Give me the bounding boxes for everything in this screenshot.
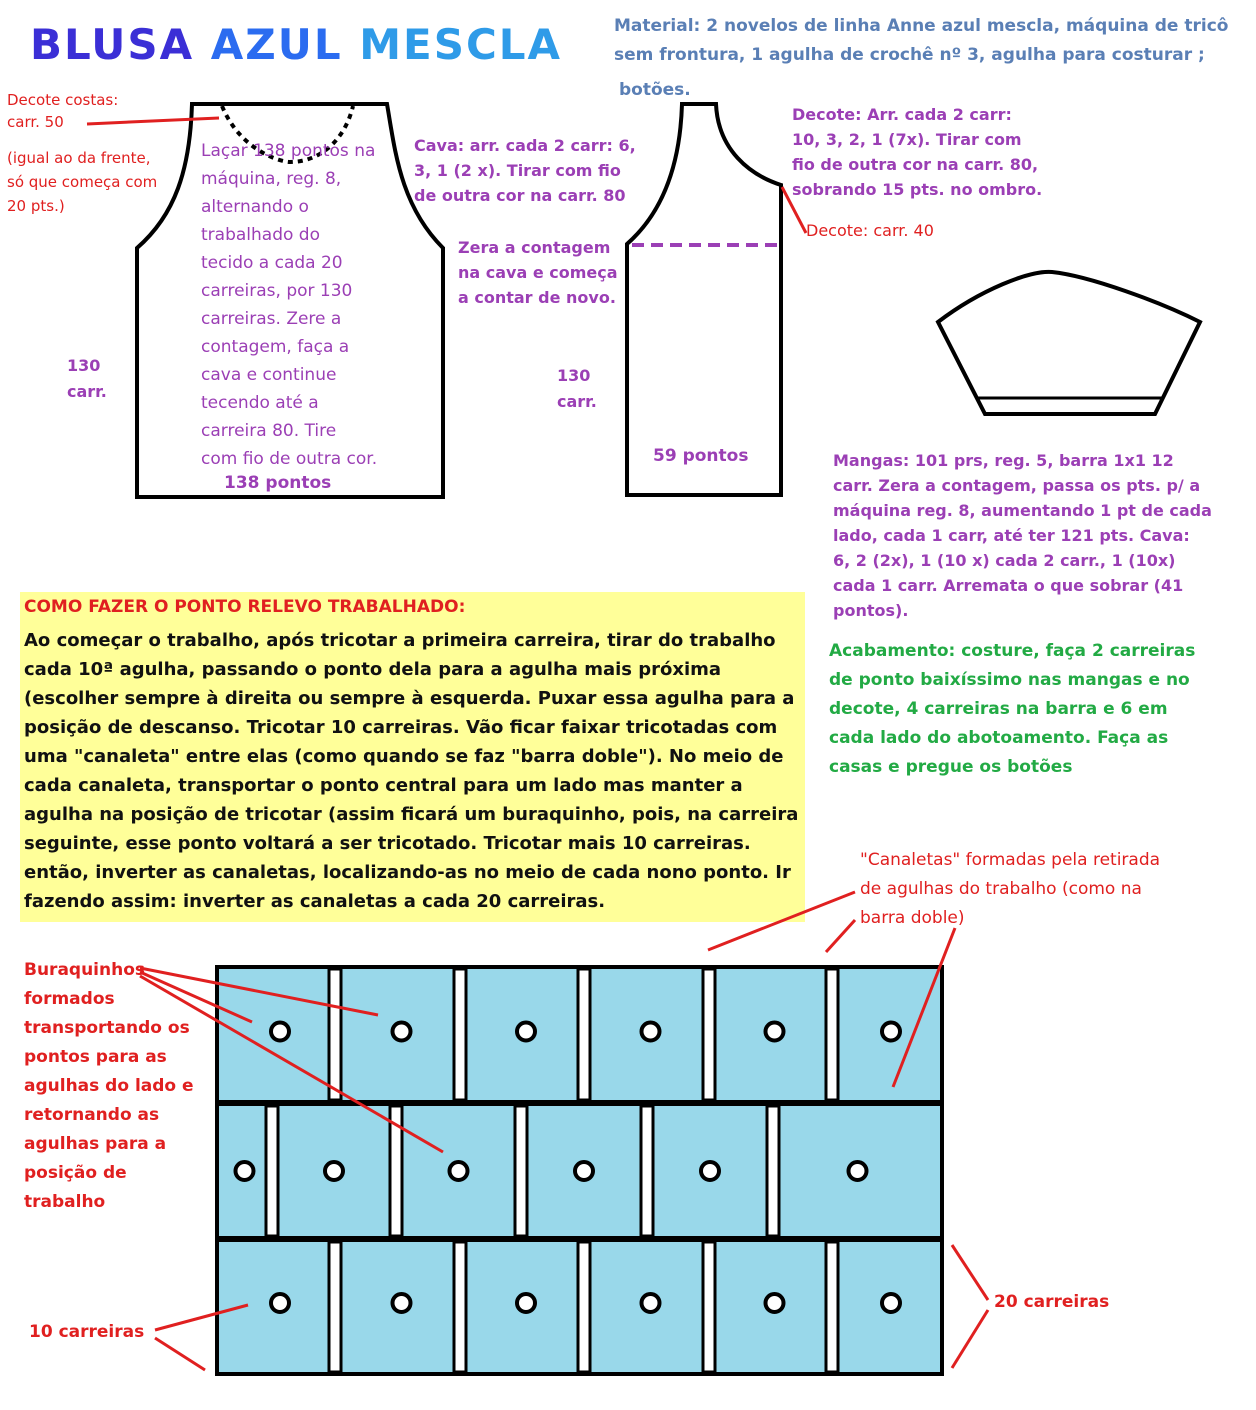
canaleta-channel: [641, 1106, 653, 1236]
eyelet-hole: [642, 1023, 660, 1041]
back-stitches-label: 138 pontos: [224, 473, 332, 493]
eyelet-hole: [766, 1023, 784, 1041]
eyelet-hole: [236, 1162, 254, 1180]
back-rows-label: 130 carr.: [67, 356, 107, 401]
front-neck-row-label: Decote: carr. 40: [806, 221, 934, 240]
rows10-label: 10 carreiras: [29, 1322, 145, 1342]
canaleta-channel: [454, 969, 466, 1100]
canaleta-channel: [329, 969, 341, 1100]
material-text: Material: 2 novelos de linha Anne azul mescla, máquina de tricô sem frontura, 1 agulha de crochê nº 3, agulha para costurar ;: [614, 16, 1229, 65]
canaleta-channel: [329, 1242, 341, 1372]
canaleta-channel: [826, 969, 838, 1100]
canaleta-pointer-1: [708, 892, 855, 950]
eyelet-hole: [701, 1162, 719, 1180]
eyelet-hole: [450, 1162, 468, 1180]
canaleta-channel: [578, 1242, 590, 1372]
eyelet-hole: [882, 1294, 900, 1312]
rows10-pointer-2: [155, 1338, 205, 1370]
eyelet-hole: [882, 1023, 900, 1041]
canaleta-channel: [826, 1242, 838, 1372]
eyelet-hole: [849, 1162, 867, 1180]
back-neck-note: (igual ao da frente, só que começa com 20 pts.): [7, 149, 158, 215]
front-rows-label: 130 carr.: [557, 366, 597, 411]
howto-title: COMO FAZER O PONTO RELEVO TRABALHADO:: [24, 597, 466, 617]
canaleta-channel: [703, 969, 715, 1100]
rows20-pointer-1: [952, 1245, 988, 1300]
howto-body: Ao começar o trabalho, após tricotar a primeira carreira, tirar do trabalho cada 10ª agulha, passando o ponto dela para a agulha mais próxima (escolher sempre à direita ou sempre à esquerda. Puxar essa agulha para a posição de descanso. Tricotar 10 carreiras. Vão ficar faixar tricotadas com uma "canaleta" entre elas (como quando se faz "barra doble"). No meio de cada canaleta, transportar o ponto central para um lado mas manter a agulha na posição de tricotar (assim ficará um buraquinho, pois, na carreira seguinte, esse ponto voltará a ser tricotado. Tricotar mais 10 carreiras. então, inverter as canaletas, localizando-as no meio de cada nono ponto. Ir fazendo assim: inverter as canaletas a cada 20 carreiras.: [24, 630, 799, 912]
eyelet-hole: [766, 1294, 784, 1312]
back-instructions: Laçar 138 pontos na máquina, reg. 8, alternando o trabalhado do tecido a cada 20 carreiras, por 130 carreiras. Zere a contagem, faça a cava e continue tecendo até a carreira 80. Tire com fio de outra cor.: [201, 141, 378, 469]
eyelet-hole: [393, 1023, 411, 1041]
eyelet-hole: [517, 1023, 535, 1041]
back-neck-label: Decote costas: carr. 50: [7, 91, 119, 131]
canaleta-channel: [515, 1106, 527, 1236]
rows20-pointer-2: [952, 1310, 988, 1368]
eyelet-hole: [271, 1023, 289, 1041]
title-word-2: AZUL: [210, 20, 360, 69]
eyelet-hole: [642, 1294, 660, 1312]
eyelet-hole: [271, 1294, 289, 1312]
front-stitches-label: 59 pontos: [653, 446, 749, 466]
eyelet-hole: [393, 1294, 411, 1312]
eyelet-hole: [325, 1162, 343, 1180]
sleeve-instructions: Mangas: 101 prs, reg. 5, barra 1x1 12 carr. Zera a contagem, passa os pts. p/ a máquina reg. 8, aumentando 1 pt de cada lado, cada 1 carr, até ter 121 pts. Cava: 6, 2 (2x), 1 (10 x) cada 2 carr., 1 (10x) cada 1 carr. Arremata o que sobrar (41 pontos).: [833, 451, 1212, 620]
canaleta-channel: [767, 1106, 779, 1236]
front-neckline-instructions: Decote: Arr. cada 2 carr: 10, 3, 2, 1 (7x). Tirar com fio de outra cor na carr. 80, sobrando 15 pts. no ombro.: [792, 105, 1043, 199]
title-word-3: MESCLA: [359, 20, 563, 69]
eyelet-hole: [575, 1162, 593, 1180]
reset-count-note: Zera a contagem na cava e começa a contar de novo.: [458, 238, 618, 307]
canaleta-channel: [703, 1242, 715, 1372]
armhole-instructions: Cava: arr. cada 2 carr: 6, 3, 1 (2 x). Tirar com fio de outra cor na carr. 80: [414, 136, 636, 205]
canaleta-channel: [578, 969, 590, 1100]
canaletas-label: "Canaletas" formadas pela retirada de agulhas do trabalho (como na barra doble): [860, 850, 1161, 928]
finishing-instructions: Acabamento: costure, faça 2 carreiras de ponto baixíssimo nas mangas e no decote, 4 carreiras na barra e 6 em cada lado do abotoamento. Faça as casas e pregue os botões: [829, 641, 1196, 777]
title-word-1: BLUSA: [30, 20, 211, 69]
material-text-buttons: botões.: [619, 80, 691, 100]
holes-label: Buraquinhos formados transportando os pontos para as agulhas do lado e retornando as agulhas para a posição de trabalho: [24, 960, 194, 1212]
canaleta-channel: [266, 1106, 278, 1236]
rows20-label: 20 carreiras: [994, 1292, 1110, 1312]
eyelet-hole: [517, 1294, 535, 1312]
canaleta-channel: [454, 1242, 466, 1372]
canaleta-pointer-2: [826, 920, 855, 952]
